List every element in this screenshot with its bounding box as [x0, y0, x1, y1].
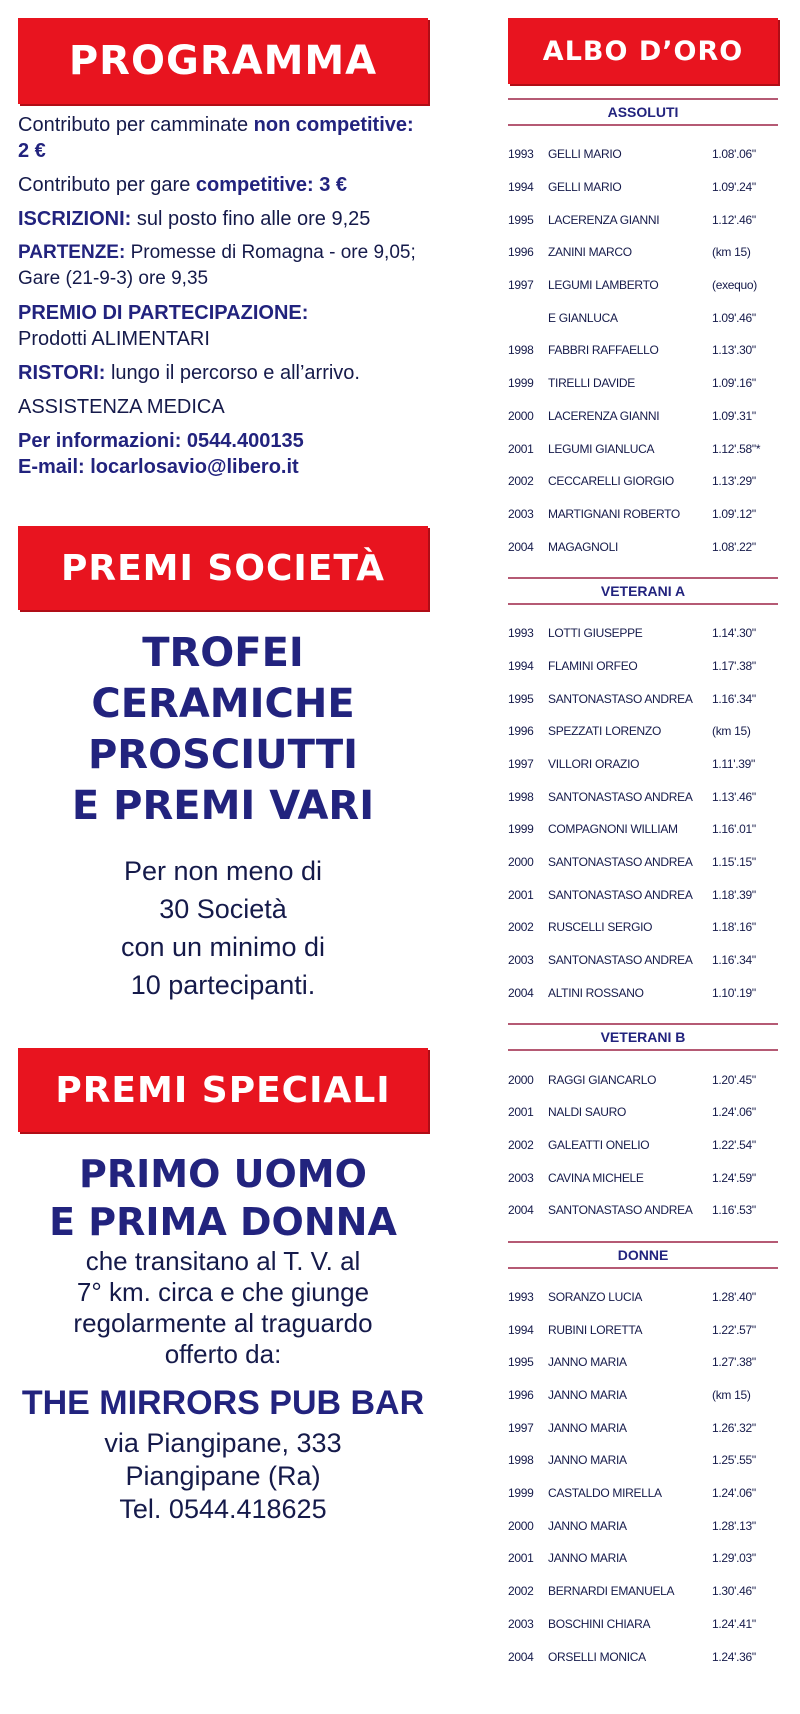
winner-time: 1.30'.46"	[712, 1584, 756, 1599]
winner-year: 2004	[508, 539, 534, 554]
contact-info	[18, 428, 428, 480]
winner-time: 1.09'.46"	[712, 310, 756, 325]
winner-row	[508, 1477, 778, 1510]
iscrizioni-text: sul posto fino alle ore 9,25	[131, 208, 371, 230]
premio-text: Prodotti ALIMENTARI	[18, 328, 210, 350]
winner-row	[508, 1608, 778, 1641]
winner-row	[508, 682, 778, 715]
winner-row	[508, 498, 778, 531]
winner-name: BERNARDI EMANUELA	[548, 1584, 675, 1599]
winner-name: NALDI SAURO	[548, 1105, 627, 1120]
winner-time: 1.12'.58"*	[712, 441, 761, 456]
assistenza-medica: ASSISTENZA MEDICA	[18, 396, 225, 418]
winner-year: 2000	[508, 408, 534, 423]
pernon-line: con un minimo di	[120, 932, 326, 962]
winner-name: JANNO MARIA	[548, 1420, 627, 1435]
albo-doro-banner: ALBO D’ORO	[508, 18, 778, 84]
winner-row	[508, 650, 778, 683]
premi-speciali-banner: PREMI SPECIALI	[18, 1048, 428, 1132]
winner-year: 2000	[508, 855, 534, 870]
winner-time: 1.15'.15"	[712, 855, 756, 870]
winner-name: JANNO MARIA	[548, 1355, 627, 1370]
trofei-block	[18, 628, 428, 832]
winner-time: 1.08'.06"	[712, 147, 756, 162]
winner-year: 1997	[508, 278, 534, 293]
winner-year: 1994	[508, 658, 534, 673]
albo-section	[508, 98, 778, 563]
primo-line: PRIMO UOMO	[79, 1152, 367, 1196]
winner-year: 1996	[508, 724, 534, 739]
winner-year: 2001	[508, 441, 534, 456]
contrib-comp-value: competitive: 3 €	[195, 174, 348, 196]
winner-time: 1.14'.30"	[712, 626, 756, 641]
winners-list	[508, 617, 778, 1009]
partenze-label: PARTENZE:	[18, 242, 126, 263]
winner-name: LEGUMI LAMBERTO	[548, 278, 659, 293]
winner-name: SANTONASTASO ANDREA	[548, 691, 693, 706]
address-line: via Piangipane, 333	[104, 1428, 342, 1458]
winner-row	[508, 203, 778, 236]
premi-societa-banner: PREMI SOCIETÀ	[18, 526, 428, 610]
winner-row	[508, 432, 778, 465]
albo-sections	[508, 98, 778, 1673]
winner-row	[508, 944, 778, 977]
winner-name: CECCARELLI GIORGIO	[548, 474, 674, 489]
winner-time: 1.09'.12"	[712, 506, 756, 521]
che-block	[18, 1246, 428, 1370]
winner-time: 1.22'.57"	[712, 1322, 756, 1337]
winner-year: 1993	[508, 626, 534, 641]
winner-time: 1.17'.38"	[712, 658, 756, 673]
winner-year: 2002	[508, 1584, 534, 1599]
winner-name: LEGUMI GIANLUCA	[548, 441, 655, 456]
premio-partecipazione	[18, 300, 428, 352]
winner-year: 1994	[508, 180, 534, 195]
section-heading: VETERANI A	[508, 577, 778, 605]
winner-time: (exequo)	[712, 278, 757, 293]
winner-row	[508, 617, 778, 650]
winner-name: JANNO MARIA	[548, 1388, 627, 1403]
winner-name: VILLORI ORAZIO	[548, 757, 640, 772]
winner-year: 2001	[508, 1551, 534, 1566]
winner-row	[508, 1129, 778, 1162]
pernon-block	[18, 852, 428, 1004]
address-line: Tel. 0544.418625	[119, 1494, 327, 1524]
winner-time: 1.24'.41"	[712, 1616, 756, 1631]
contrib-non-value: non competitive: 2 €	[18, 114, 414, 162]
iscrizioni	[18, 206, 428, 232]
winner-row	[508, 911, 778, 944]
premio-label: PREMIO DI PARTECIPAZIONE:	[18, 302, 309, 324]
winner-name: COMPAGNONI WILLIAM	[548, 822, 678, 837]
winner-time: 1.28'.13"	[712, 1518, 756, 1533]
winner-row	[508, 1313, 778, 1346]
winner-time: (km 15)	[712, 245, 751, 260]
winner-year: 2002	[508, 920, 534, 935]
winner-year: 2003	[508, 1616, 534, 1631]
winner-row	[508, 846, 778, 879]
trofei-line: CERAMICHE	[91, 681, 355, 727]
partenze-text: Promesse di Romagna - ore 9,05; Gare (21-9-3) ore 9,35	[18, 242, 416, 289]
winner-year: 1993	[508, 147, 534, 162]
winner-row	[508, 367, 778, 400]
winner-row	[508, 1575, 778, 1608]
winner-row	[508, 236, 778, 269]
winner-row	[508, 1640, 778, 1673]
winner-row	[508, 138, 778, 171]
winner-row	[508, 1444, 778, 1477]
pernon-line: Per non meno di	[123, 856, 323, 886]
winner-row	[508, 1379, 778, 1412]
winner-year: 2000	[508, 1518, 534, 1533]
contrib-comp-label: Contributo per gare	[18, 174, 196, 196]
winner-time: 1.24'.06"	[712, 1486, 756, 1501]
winner-time: 1.16'.01"	[712, 822, 756, 837]
winner-name: E GIANLUCA	[548, 310, 618, 325]
winner-year: 2002	[508, 1137, 534, 1152]
winner-time: 1.18'.39"	[712, 887, 756, 902]
winner-year: 2001	[508, 887, 534, 902]
winner-time: 1.13'.46"	[712, 789, 756, 804]
winner-row	[508, 1194, 778, 1227]
winner-name: GELLI MARIO	[548, 147, 622, 162]
section-heading: ASSOLUTI	[508, 98, 778, 126]
winner-year: 2004	[508, 1649, 534, 1664]
winner-time: 1.16'.53"	[712, 1203, 756, 1218]
winner-time: 1.22'.54"	[712, 1137, 756, 1152]
albo-section	[508, 577, 778, 1009]
winner-row	[508, 715, 778, 748]
winner-year: 2001	[508, 1105, 534, 1120]
partenze	[18, 240, 428, 292]
winner-row	[508, 977, 778, 1010]
contrib-non-label: Contributo per camminate	[18, 114, 254, 136]
winner-name: LOTTI GIUSEPPE	[548, 626, 643, 641]
winner-time: 1.09'.24"	[712, 180, 756, 195]
winner-name: SANTONASTASO ANDREA	[548, 953, 693, 968]
winner-time: 1.27'.38"	[712, 1355, 756, 1370]
che-line: regolarmente al traguardo	[73, 1308, 373, 1338]
winner-name: CAVINA MICHELE	[548, 1170, 644, 1185]
winner-row	[508, 748, 778, 781]
winner-name: CASTALDO MIRELLA	[548, 1486, 662, 1501]
winner-name: BOSCHINI CHIARA	[548, 1616, 651, 1631]
che-line: 7° km. circa e che giunge	[76, 1277, 370, 1307]
winners-list	[508, 1281, 778, 1673]
albo-section	[508, 1241, 778, 1673]
winner-name: ALTINI ROSSANO	[548, 985, 644, 1000]
winner-name: SORANZO LUCIA	[548, 1289, 643, 1304]
winner-time: 1.13'.30"	[712, 343, 756, 358]
info-email: E-mail: locarlosavio@libero.it	[18, 456, 299, 478]
winner-name: SPEZZATI LORENZO	[548, 724, 661, 739]
winner-year: 2003	[508, 506, 534, 521]
winner-row	[508, 1346, 778, 1379]
winner-row	[508, 530, 778, 563]
winner-year: 1997	[508, 757, 534, 772]
winner-row	[508, 1161, 778, 1194]
winner-name: ORSELLI MONICA	[548, 1649, 646, 1664]
winner-name: RUBINI LORETTA	[548, 1322, 643, 1337]
sponsor-name: THE MIRRORS PUB BAR	[21, 1384, 425, 1422]
winner-row	[508, 1509, 778, 1542]
winner-year: 1999	[508, 822, 534, 837]
winner-year: 2003	[508, 953, 534, 968]
winner-name: MARTIGNANI ROBERTO	[548, 506, 680, 521]
winner-row	[508, 301, 778, 334]
albo-section	[508, 1023, 778, 1226]
winner-time: 1.28'.40"	[712, 1289, 756, 1304]
winner-year: 2004	[508, 985, 534, 1000]
winner-time: (km 15)	[712, 1388, 751, 1403]
winner-time: 1.16'.34"	[712, 953, 756, 968]
che-line: che transitano al T. V. al	[85, 1246, 361, 1276]
trofei-line: E PREMI VARI	[71, 783, 375, 829]
winner-name: SANTONASTASO ANDREA	[548, 855, 693, 870]
ristori-text: lungo il percorso e all’arrivo.	[105, 362, 360, 384]
pernon-line: 10 partecipanti.	[130, 970, 316, 1000]
winner-row	[508, 1542, 778, 1575]
che-line: offerto da:	[164, 1339, 282, 1369]
winner-year: 1999	[508, 1486, 534, 1501]
winner-year: 2000	[508, 1072, 534, 1087]
winner-time: 1.09'.31"	[712, 408, 756, 423]
winner-time: (km 15)	[712, 724, 751, 739]
winner-time: 1.26'.32"	[712, 1420, 756, 1435]
winner-name: MAGAGNOLI	[548, 539, 618, 554]
winner-name: TIRELLI DAVIDE	[548, 376, 635, 391]
winner-year: 1994	[508, 1322, 534, 1337]
winner-row	[508, 171, 778, 204]
winners-list	[508, 138, 778, 563]
winner-time: 1.08'.22"	[712, 539, 756, 554]
trofei-line: PROSCIUTTI	[87, 732, 359, 778]
programma-banner: PROGRAMMA	[18, 18, 428, 104]
winner-time: 1.11'.39"	[712, 757, 755, 772]
winners-list	[508, 1063, 778, 1226]
section-heading: VETERANI B	[508, 1023, 778, 1051]
winner-name: SANTONASTASO ANDREA	[548, 789, 693, 804]
winner-year: 1997	[508, 1420, 534, 1435]
contrib-competitive	[18, 172, 428, 198]
info-phone: Per informazioni: 0544.400135	[18, 430, 304, 452]
winner-year: 1996	[508, 1388, 534, 1403]
winner-name: RUSCELLI SERGIO	[548, 920, 653, 935]
ristori-label: RISTORI:	[18, 362, 106, 384]
winner-year: 2003	[508, 1170, 534, 1185]
winner-name: RAGGI GIANCARLO	[548, 1072, 657, 1087]
winner-row	[508, 465, 778, 498]
albo-doro-column	[508, 18, 778, 1673]
winner-name: LACERENZA GIANNI	[548, 212, 660, 227]
winner-year: 2002	[508, 474, 534, 489]
winner-name: GALEATTI ONELIO	[548, 1137, 650, 1152]
iscrizioni-label: ISCRIZIONI:	[18, 208, 132, 230]
winner-year: 1995	[508, 691, 534, 706]
winner-time: 1.20'.45"	[712, 1072, 756, 1087]
winner-year: 1998	[508, 343, 534, 358]
winner-row	[508, 269, 778, 302]
winner-year: 1999	[508, 376, 534, 391]
winner-name: JANNO MARIA	[548, 1551, 627, 1566]
winner-name: SANTONASTASO ANDREA	[548, 887, 693, 902]
winner-time: 1.12'.46"	[712, 212, 756, 227]
winner-row	[508, 780, 778, 813]
winner-row	[508, 400, 778, 433]
trofei-line: TROFEI	[142, 630, 304, 676]
winner-year: 1993	[508, 1289, 534, 1304]
winner-name: FABBRI RAFFAELLO	[548, 343, 659, 358]
primo-line: E PRIMA DONNA	[49, 1200, 397, 1244]
address-line: Piangipane (Ra)	[125, 1461, 321, 1491]
winner-row	[508, 1411, 778, 1444]
left-column	[18, 18, 428, 1526]
winner-name: JANNO MARIA	[548, 1518, 627, 1533]
winner-year: 1998	[508, 789, 534, 804]
winner-year: 1995	[508, 212, 534, 227]
winner-row	[508, 813, 778, 846]
winner-row	[508, 1096, 778, 1129]
winner-row	[508, 1063, 778, 1096]
winner-time: 1.18'.16"	[712, 920, 756, 935]
ristori	[18, 360, 428, 386]
winner-time: 1.16'.34"	[712, 691, 756, 706]
winner-time: 1.24'.06"	[712, 1105, 756, 1120]
winner-name: ZANINI MARCO	[548, 245, 632, 260]
section-heading: DONNE	[508, 1241, 778, 1269]
primo-block	[18, 1150, 428, 1246]
winner-name: FLAMINI ORFEO	[548, 658, 638, 673]
winner-time: 1.09'.16"	[712, 376, 756, 391]
winner-name: JANNO MARIA	[548, 1453, 627, 1468]
winner-time: 1.25'.55"	[712, 1453, 756, 1468]
winner-row	[508, 1281, 778, 1314]
winner-row	[508, 334, 778, 367]
winner-name: GELLI MARIO	[548, 180, 622, 195]
pernon-line: 30 Società	[159, 894, 287, 924]
winner-row	[508, 878, 778, 911]
winner-time: 1.24'.36"	[712, 1649, 756, 1664]
winner-year: 1998	[508, 1453, 534, 1468]
winner-year: 2004	[508, 1203, 534, 1218]
winner-year: 1995	[508, 1355, 534, 1370]
winner-name: SANTONASTASO ANDREA	[548, 1203, 693, 1218]
winner-time: 1.10'.19"	[712, 985, 756, 1000]
winner-name: LACERENZA GIANNI	[548, 408, 660, 423]
winner-time: 1.13'.29"	[712, 474, 756, 489]
winner-time: 1.29'.03"	[712, 1551, 756, 1566]
contrib-non-competitive	[18, 112, 428, 164]
programma-details	[18, 112, 428, 480]
sponsor-address	[18, 1427, 428, 1526]
winner-time: 1.24'.59"	[712, 1170, 756, 1185]
winner-year: 1996	[508, 245, 534, 260]
